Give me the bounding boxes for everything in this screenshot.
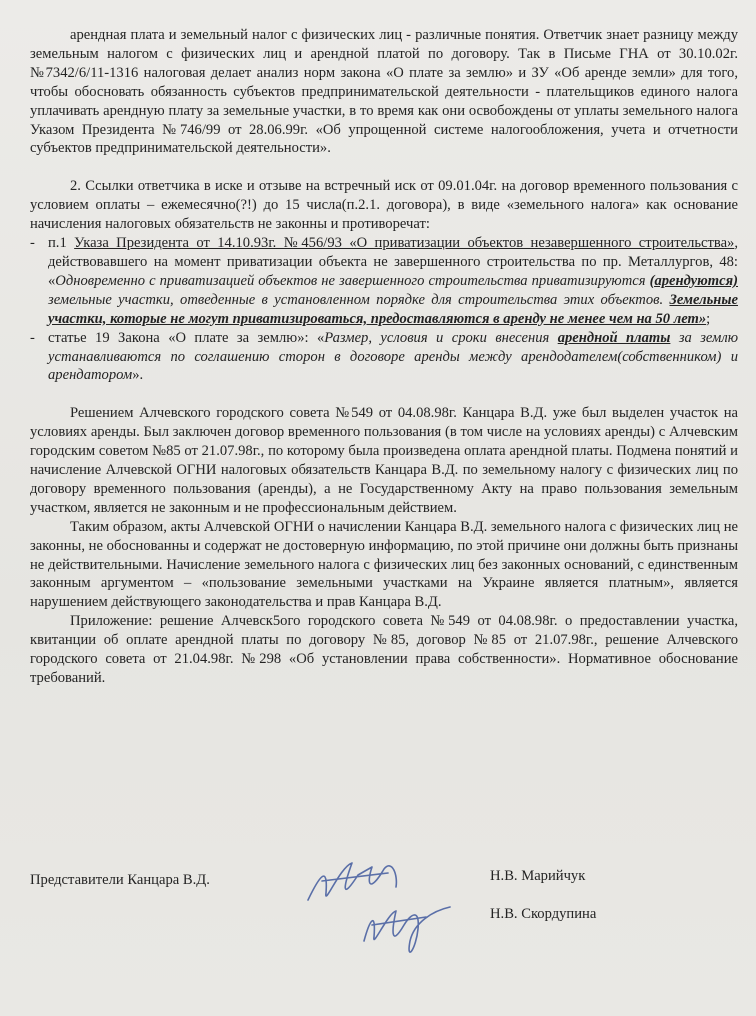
handwritten-signatures <box>300 845 470 985</box>
li1-part-f: земельные участки, отведенные в установленном порядке для строительства этих объектов. <box>48 291 670 308</box>
li2-part-c: арендной платы <box>557 329 671 346</box>
document-body <box>30 26 738 688</box>
paragraph-2: 2. Ссылки ответчика в иске и отзыве на встречный иск от 09.01.04г. на договор временного пользования с условием оплаты – ежемесячно(?!) до 15 числа(п.2.1. договора), в виде «земельного налога» как основание начисления налоговых обязательств не законны и противоречат: <box>30 178 738 233</box>
li1-part-a: п.1 <box>48 235 75 252</box>
signatory-name-1: Н.В. Марийчук <box>490 868 586 884</box>
li1-part-c: , действовавшего на момент приватизации объекта не завершенного строительства по пр. Металлургов, 48: « <box>48 235 738 289</box>
paragraph-4: Таким образом, акты Алчевской ОГНИ о начислении Канцара В.Д. земельного налога с физических лиц не законны, не обоснованны и содержат не достоверную информацию, по этой причине они должны быть признаны не действительными. Начисление земельного налога с физических лиц без законных оснований, с единственным законным аргументом – «пользование земельными участками на Украине является платным», является нарушением действующего законодательства и прав Канцара В.Д. <box>30 518 738 611</box>
li1-part-h: ; <box>706 310 711 327</box>
representatives-label: Представители Канцара В.Д. <box>30 872 210 888</box>
signature-1-stroke <box>308 863 396 900</box>
list-dash: - <box>30 329 35 346</box>
li2-part-b: Размер, условия и сроки внесения <box>324 329 558 346</box>
paragraph-3: Решением Алчевского городского совета №549 от 04.08.98г. Канцара В.Д. уже был выделен участок на условиях аренды. Был заключен договор временного пользования (в том числе на условиях аренды) с Алчевским городским советом №85 от 21.07.98г., по которому была произведена оплата арендной платы. Подмена понятий и начисление Алчевской ОГНИ налоговых обязательств Канцара В.Д. по земельному налогу с физических лиц по договору временного пользования (аренды), а не Государственному Акту на право пользования земельным участком, является не законным и не профессиональным действием. <box>30 405 738 516</box>
signature-drawing <box>300 845 470 985</box>
paragraph-5: Приложение: решение Алчевск5ого городского совета №549 от 04.08.98г. о предоставлении участка, квитанции об оплате арендной платы по договору №85, договор №85 от 21.07.98г., решение Алчевского городского совета от 21.04.98г. №298 «Об установлении права собственности». Нормативное обоснование требований. <box>30 613 738 686</box>
li1-part-g: Земельные участки, которые не могут приватизироваться, предоставляются в аренду не менее чем на 50 лет» <box>48 291 738 327</box>
signatory-name-2: Н.В. Скордупина <box>490 906 597 922</box>
list-item-2 <box>30 329 738 386</box>
li2-part-d: за землю устанавливаются по соглашению сторон в договоре аренды между арендодателем(собственником) и арендатором <box>48 329 738 384</box>
li1-part-b: Указа Президента от 14.10.93г. №456/93 «О приватизации объектов незавершенного строительства» <box>74 235 735 252</box>
li1-part-e: (арендуются) <box>649 272 738 289</box>
list-dash: - <box>30 235 35 252</box>
list-item-1 <box>30 234 738 329</box>
li2-part-e: ». <box>132 367 144 384</box>
li2-part-a: статье 19 Закона «О плате за землю»: « <box>48 329 325 346</box>
paragraph-1: арендная плата и земельный налог с физических лиц - различные понятия. Ответчик знает разницу между земельным налогом с физических лиц и арендной платой по договору. Так в Письме ГНА от 30.10.02г. №7342/6/11-1316 налоговая делает анализ норм закона «О плате за землю» и ЗУ «Об аренде земли» для того, чтобы обосновать обязанность субъектов предпринимательской деятельности - плательщиков единого налога уплачивать арендную плату за земельные участки, в то время как они освобождены от уплаты земельного налога Указом Президента №746/99 от 28.06.99г. «Об упрощенной системе налогообложения, учета и отчетности субъектов предпринимательской деятельности». <box>30 27 738 157</box>
signature-2-stroke <box>364 907 450 952</box>
li1-part-d: Одновременно с приватизацией объектов не завершенного строительства приватизируются <box>55 272 650 289</box>
